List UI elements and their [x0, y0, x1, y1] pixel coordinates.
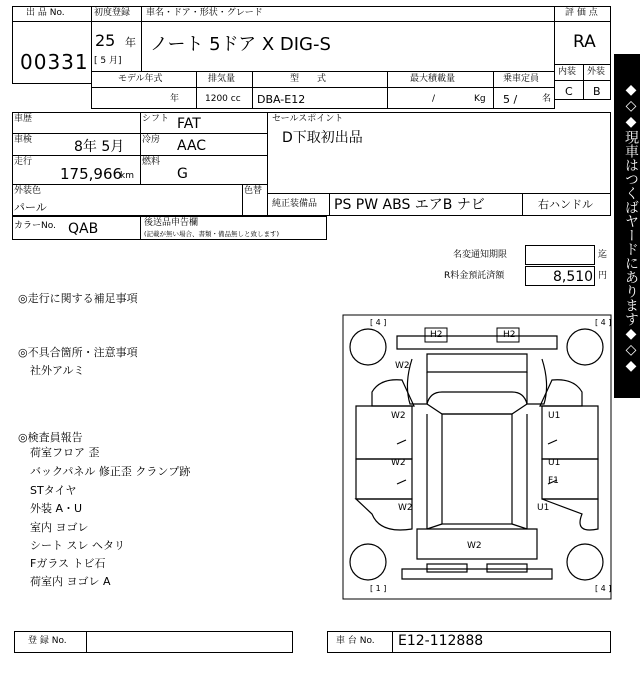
sales-point-box [267, 112, 611, 194]
equipment: PS PW ABS エアB ナビ [334, 197, 485, 213]
registration-month: [ 5 月] [94, 56, 122, 66]
inspector-item: 荷室フロア 歪 [30, 446, 100, 459]
registration-no-label: 登 録 No. [28, 636, 67, 646]
model-type: DBA-E12 [257, 93, 306, 106]
color-no: QAB [68, 221, 99, 237]
exterior-label: 外装 [587, 67, 606, 77]
exterior-grade: B [593, 85, 601, 98]
lot-number: 00331 [20, 50, 89, 74]
sales-point: D下取初出品 [282, 130, 363, 146]
inspector-item: 外装 A・U [30, 502, 83, 515]
inspection: 8年 5月 [74, 139, 125, 155]
banner-diamonds-top: ◆◇◆ [623, 82, 639, 130]
max-load-unit: Kg [474, 94, 486, 104]
registration-label: 初度登録 [94, 8, 131, 18]
banner-text: 現車はつくばヤードにあります [623, 130, 639, 326]
model-year-label: モデル年式 [118, 74, 163, 84]
inspector-item: Fガラス トビ石 [30, 557, 106, 570]
max-load-slash: / [432, 94, 436, 104]
tyre-rear-right-tread: [ 4 ] [595, 584, 612, 593]
damage-mark: U1 [548, 411, 561, 421]
capacity-label: 乗車定員 [503, 74, 540, 84]
shift: FAT [177, 116, 201, 132]
defects-title: ◎不具合箇所・注意事項 [18, 346, 138, 359]
car-name: ノート 5ドア X DIG-S [150, 34, 331, 55]
registration-year-unit: 年 [125, 36, 136, 49]
interior-grade: C [565, 85, 573, 98]
exterior-color-label: 外装色 [14, 186, 42, 196]
max-load-label: 最大積載量 [410, 74, 456, 84]
damage-mark: W2 [391, 458, 406, 468]
later-report-note: (記載が無い場合、書類・備品無しと致します) [144, 230, 280, 238]
equipment-label: 純正装備品 [272, 199, 318, 209]
damage-mark: H2 [503, 330, 516, 340]
registration-year: 25 [95, 31, 116, 50]
capacity-unit: 名 [542, 94, 552, 104]
type-label: 型 式 [290, 74, 327, 84]
grade: RA [573, 32, 596, 52]
location-banner-text [614, 60, 640, 396]
chassis-no-label: 車 台 No. [336, 636, 375, 646]
inspector-title: ◎検査員報告 [18, 431, 83, 444]
damage-mark: W2 [395, 361, 410, 371]
tyre-rear-right [567, 544, 603, 580]
banner-diamonds-bottom: ◆◇◆ [623, 326, 639, 374]
damage-mark: U1 [537, 503, 550, 513]
ac: AAC [177, 138, 207, 154]
mileage-unit: km [120, 171, 134, 181]
damage-mark: W2 [391, 411, 406, 421]
model-year-unit: 年 [170, 94, 180, 104]
front-bumper [397, 336, 557, 349]
defects-item: 社外アルミ [30, 364, 85, 377]
inspector-item: 室内 ヨゴレ [30, 521, 89, 534]
inspection-label: 車検 [14, 135, 33, 145]
interior-label: 内装 [558, 67, 577, 77]
tyre-rear-left-tread: [ 1 ] [370, 584, 387, 593]
later-report-label: 後送品申告欄 [144, 218, 199, 228]
damage-mark: W2 [398, 503, 413, 513]
car-damage-diagram [342, 314, 612, 600]
lot-number-label: 出 品 No. [26, 8, 65, 18]
sales-point-label: セールスポイント [272, 114, 344, 124]
tyre-front-right-tread: [ 4 ] [595, 318, 612, 327]
grade-label: 評 価 点 [565, 8, 598, 18]
inspector-item: バックパネル 修正歪 クランプ跡 [30, 465, 191, 478]
damage-mark: U1 [548, 458, 561, 468]
name-change-box [525, 245, 595, 265]
car-name-label: 車名・ドア・形状・グレード [146, 8, 263, 18]
displacement: 1200 cc [205, 94, 241, 104]
name-change-unit: 迄 [598, 250, 608, 260]
inspector-item: シート スレ ヘタリ [30, 539, 125, 552]
capacity: 5 / [503, 93, 518, 106]
name-change-label: 名変通知期限 [453, 250, 508, 260]
history-label: 車歴 [14, 114, 33, 124]
fuel-label: 燃料 [142, 157, 161, 167]
inspector-item: 荷室内 ヨゴレ A [30, 575, 111, 588]
recolor-label: 色替 [244, 186, 263, 196]
tyre-front-right [567, 329, 603, 365]
mileage: 175,966 [60, 165, 123, 183]
inspector-item: STタイヤ [30, 484, 77, 497]
exterior-color: パール [14, 201, 47, 214]
chassis-no: E12-112888 [398, 633, 484, 649]
fuel: G [177, 166, 188, 182]
recycle-amount: 8,510 [553, 269, 594, 285]
shift-label: シフト [142, 114, 170, 124]
tyre-rear-left [350, 544, 386, 580]
damage-mark: H2 [430, 330, 443, 340]
displacement-label: 排気量 [208, 74, 236, 84]
recycle-label: R料金預託済額 [444, 271, 505, 281]
ac-label: 冷房 [142, 135, 161, 145]
damage-mark: W2 [467, 541, 482, 551]
driving-notes-title: ◎走行に関する補足事項 [18, 292, 138, 305]
tyre-front-left [350, 329, 386, 365]
damage-mark: F1 [548, 476, 559, 486]
steering: 右ハンドル [538, 198, 593, 211]
recycle-unit: 円 [598, 271, 608, 281]
color-no-label: カラーNo. [14, 221, 56, 231]
mileage-label: 走行 [14, 157, 33, 167]
tyre-front-left-tread: [ 4 ] [370, 318, 387, 327]
